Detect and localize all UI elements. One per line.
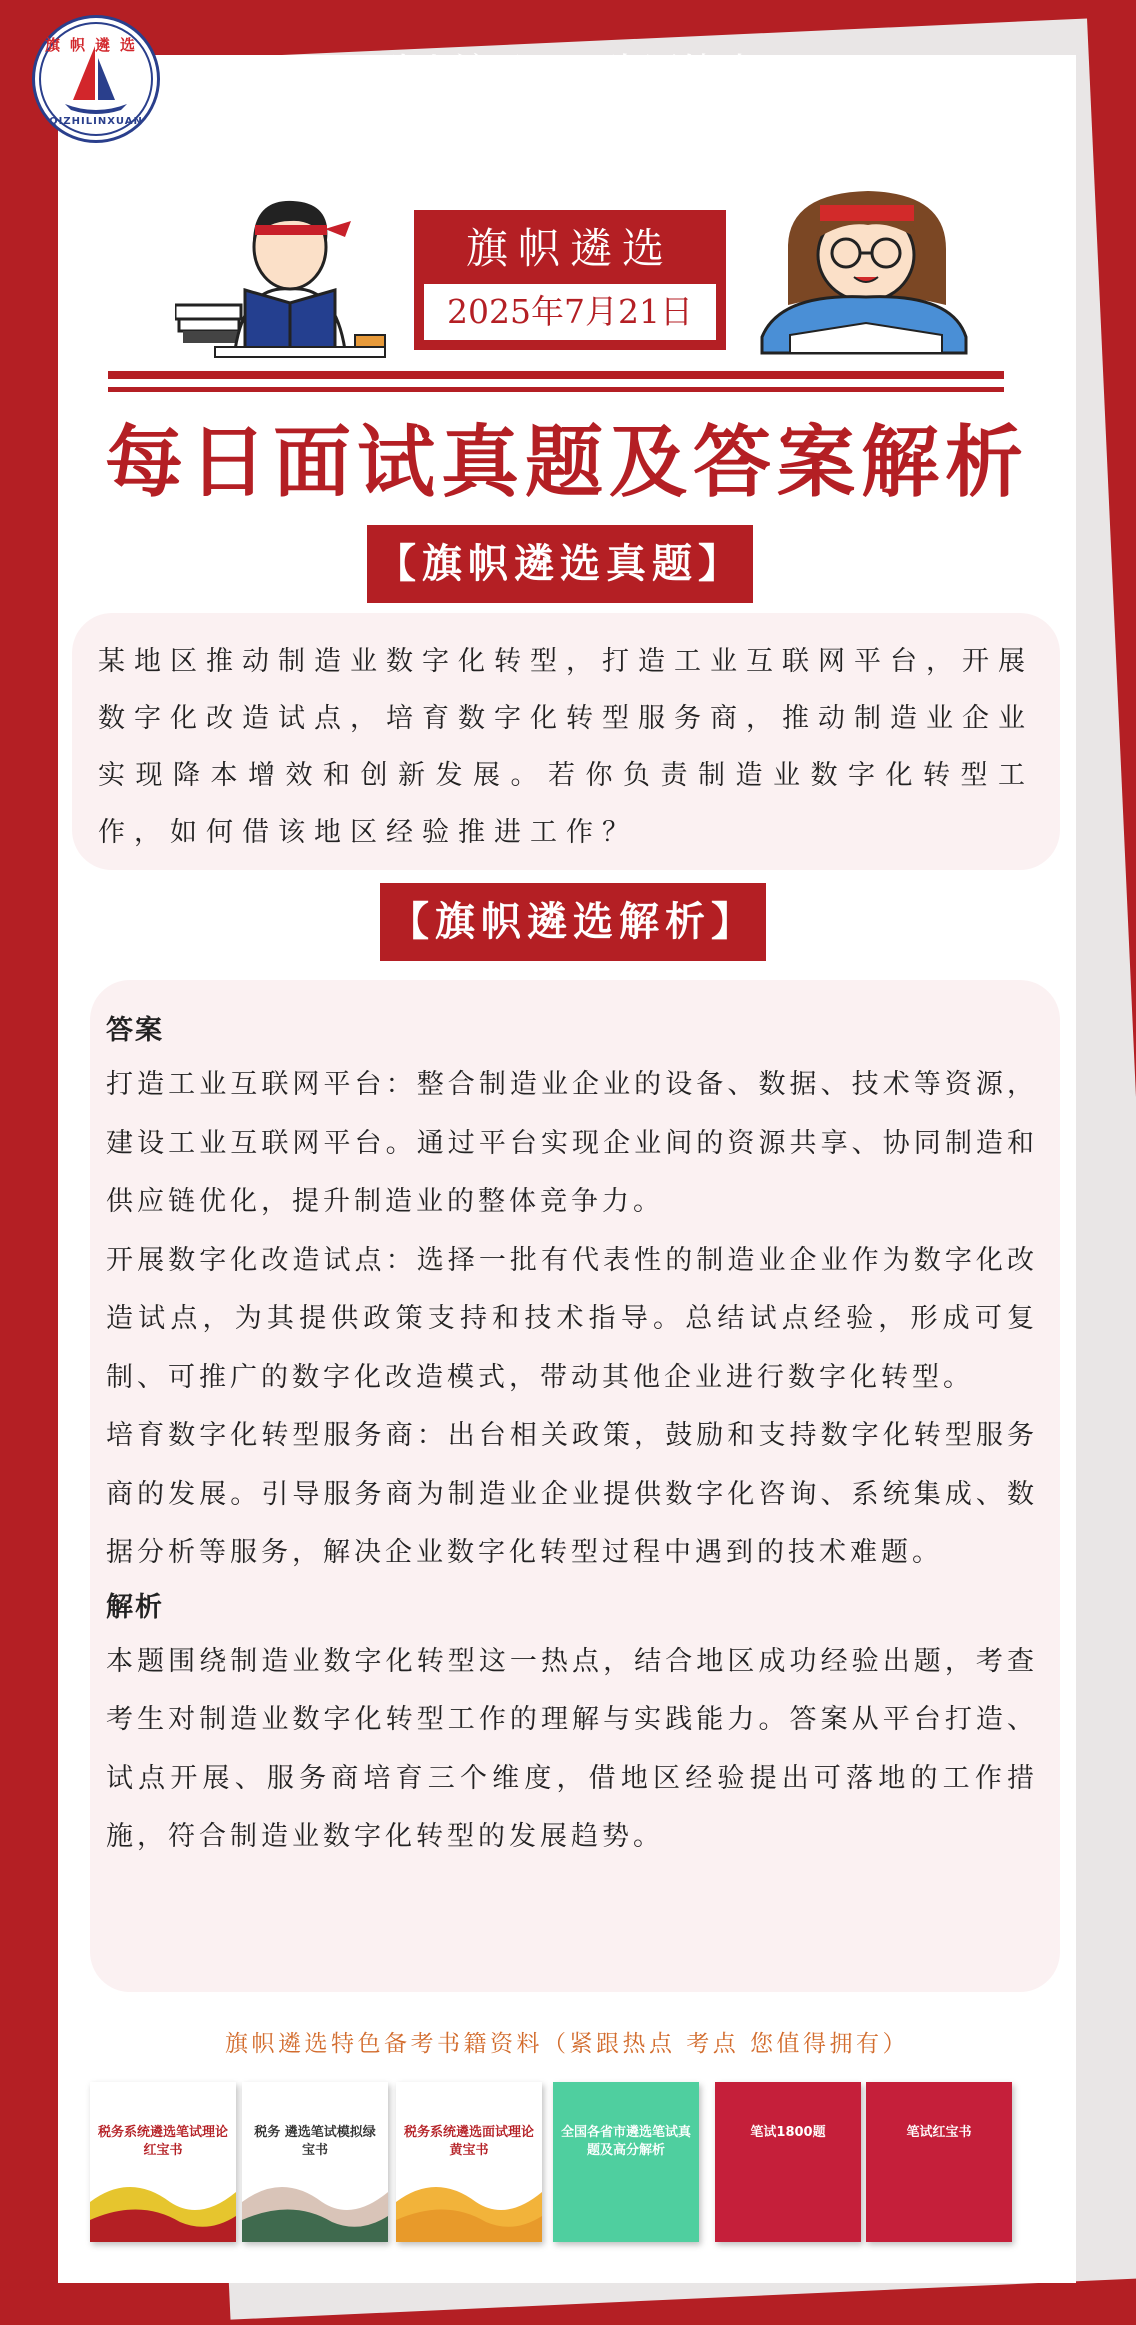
analysis-heading: 解析 xyxy=(106,1591,164,1623)
wave-decoration-icon xyxy=(90,2172,236,2242)
analysis-tag: 【旗帜遴选解析】 xyxy=(380,883,766,961)
book-title: 笔试1800题 xyxy=(750,2125,826,2140)
book-cover[interactable] xyxy=(396,2082,542,2242)
divider-thick xyxy=(108,371,1004,379)
logo-latin: QIZHILINXUAN xyxy=(49,116,143,127)
book-covers xyxy=(90,2082,1030,2242)
book-title: 税务 遴选笔试模拟绿宝书 xyxy=(254,2125,376,2158)
wave-decoration-icon xyxy=(396,2172,542,2242)
divider-thin xyxy=(108,387,1004,392)
answer-panel xyxy=(90,980,1060,1992)
boy-reading-illustration xyxy=(175,185,405,365)
question-panel xyxy=(72,613,1060,870)
book-cover[interactable] xyxy=(866,2082,1012,2242)
slogan-left: 助人渡己 xyxy=(380,52,529,92)
banner-date: 2025年7月21日 xyxy=(424,284,716,340)
slogan-right: 为国储才 xyxy=(606,52,755,92)
brand-logo xyxy=(32,15,160,143)
banner-title: 旗帜遴选 xyxy=(465,224,674,273)
answer-paragraph: 开展数字化改造试点：选择一批有代表性的制造业企业作为数字化改造试点，为其提供政策支持和技术指导。总结试点经验，形成可复制、可推广的数字化改造模式，带动其他企业进行数字化转型。 xyxy=(106,1244,1038,1393)
question-tag: 【旗帜遴选真题】 xyxy=(367,525,753,603)
title-banner xyxy=(414,210,726,350)
book-title: 笔试红宝书 xyxy=(906,2125,972,2140)
book-title: 全国各省市遴选笔试真题及高分解析 xyxy=(560,2125,691,2158)
page-title: 每日面试真题及答案解析 xyxy=(104,418,1029,508)
logo-text: 旗帜遴选 xyxy=(45,36,146,54)
wave-decoration-icon xyxy=(242,2172,388,2242)
book-title: 税务系统遴选笔试理论红宝书 xyxy=(97,2125,228,2158)
question-text: 某地区推动制造业数字化转型，打造工业互联网平台，开展数字化改造试点，培育数字化转型服务商，推动制造业企业实现降本增效和创新发展。若你负责制造业数字化转型工作，如何借该地区经验推进工作？ xyxy=(98,646,1034,848)
book-cover[interactable] xyxy=(242,2082,388,2242)
book-cover[interactable] xyxy=(715,2082,861,2242)
promo-text: 旗帜遴选特色备考书籍资料（紧跟热点 考点 您值得拥有） xyxy=(224,2031,910,2057)
book-cover[interactable] xyxy=(90,2082,236,2242)
answer-heading: 答案 xyxy=(106,1015,164,1046)
answer-paragraph: 打造工业互联网平台：整合制造业企业的设备、数据、技术等资源，建设工业互联网平台。通过平台实现企业间的资源共享、协同制造和供应链优化，提升制造业的整体竞争力。 xyxy=(106,1069,1038,1217)
book-title: 税务系统遴选面试理论黄宝书 xyxy=(403,2125,534,2158)
book-cover[interactable] xyxy=(553,2082,699,2242)
analysis-text: 本题围绕制造业数字化转型这一热点，结合地区成功经验出题，考查考生对制造业数字化转型工作的理解与实践能力。答案从平台打造、试点开展、服务商培育三个维度，借地区经验提出可落地的工作措施，符合制造业数字化转型的发展趋势。 xyxy=(106,1645,1038,1852)
slogan xyxy=(380,44,755,94)
girl-writing-illustration xyxy=(750,185,980,365)
answer-paragraph: 培育数字化转型服务商：出台相关政策，鼓励和支持数字化转型服务商的发展。引导服务商为制造业企业提供数字化咨询、系统集成、数据分析等服务，解决企业数字化转型过程中遇到的技术难题。 xyxy=(106,1420,1038,1568)
